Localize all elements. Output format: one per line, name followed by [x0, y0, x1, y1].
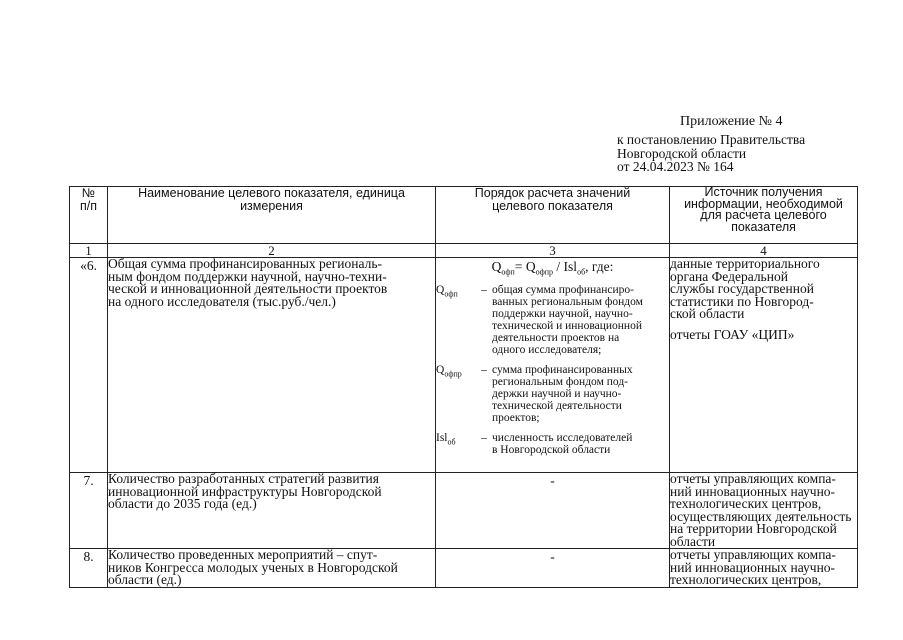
definition-line: одного исследователя;	[492, 344, 602, 356]
source-line: технологических центров,	[670, 496, 822, 511]
name-line: Общая сумма профинансированных региональ-	[108, 256, 383, 271]
symbol-subscript: офпр	[444, 369, 462, 379]
column-number: 3	[436, 244, 670, 258]
source-line: области	[670, 533, 716, 549]
header-num-line: №	[81, 186, 96, 200]
definition-dash: –	[481, 284, 487, 296]
indicator-name	[108, 549, 436, 588]
symbol-text: Q	[436, 364, 445, 376]
column-number: 1	[70, 244, 108, 258]
definition-line: сумма профинансированных	[492, 364, 633, 376]
table-row	[70, 258, 858, 473]
name-line: области до 2035 года (ед.)	[108, 496, 257, 511]
symbol-subscript: офп	[444, 289, 458, 299]
definition-symbol	[436, 364, 476, 424]
indicator-name	[108, 258, 436, 473]
definition-item	[436, 284, 669, 356]
source-line: технологических центров,	[670, 572, 822, 587]
formula-divisor: / Isl	[553, 259, 578, 274]
definition-line: поддержки научной, научно-	[492, 308, 633, 320]
row-number: «6.	[70, 258, 108, 473]
header-source-line: Источник получения	[704, 185, 823, 199]
header-source	[670, 187, 858, 244]
definition-line: проектов;	[492, 412, 540, 424]
calc-method: -	[436, 473, 670, 549]
definition-line: ванных региональным фондом	[492, 296, 643, 308]
source-line: отчеты ГОАУ «ЦИП»	[670, 326, 795, 342]
name-line: Количество проведенных мероприятий – спут-	[108, 547, 378, 562]
info-source	[670, 473, 858, 549]
definition-line: численность исследователей	[492, 432, 633, 444]
source-line: осуществляющих деятельность	[670, 508, 852, 524]
formula-symbol: Q	[525, 259, 536, 274]
source-line: ний инновационных научно-	[670, 559, 836, 575]
source-line: статистики по Новгород-	[670, 293, 814, 309]
name-line: на одного исследователя (тыс.руб./чел.)	[108, 293, 336, 309]
formula-subscript: офп	[501, 267, 515, 277]
definition-symbol	[436, 284, 476, 356]
name-line: инновационной инфраструктуры Новгородской	[108, 483, 382, 499]
definition-text	[492, 432, 669, 456]
spacer	[436, 356, 476, 364]
header-source-line: для расчета целевого	[700, 208, 827, 222]
table-row	[70, 549, 858, 588]
column-number: 2	[108, 244, 436, 258]
calc-method	[436, 258, 670, 473]
formula-subscript: офпр	[535, 267, 554, 277]
header-source-line: информации, необходимой	[684, 196, 843, 211]
definition-line: в Новгородской области	[492, 444, 611, 456]
name-line: ным фондом поддержки научной, научно-техни-	[108, 268, 387, 284]
header-calc-line: целевого показателя	[492, 199, 613, 213]
header-source-line: показателя	[731, 219, 796, 234]
definition-line: общая сумма профинансиро-	[492, 284, 634, 296]
formula-tail: , где:	[585, 259, 614, 274]
definition-line: держки научной и научно-	[492, 388, 622, 400]
definitions-list	[436, 284, 669, 456]
source-line: службы государственной	[670, 281, 814, 296]
row-number: 7.	[70, 473, 108, 549]
definition-dash: –	[481, 432, 487, 444]
definition-symbol	[436, 432, 476, 456]
source-line: ний инновационных научно-	[670, 483, 836, 499]
name-line: Количество разработанных стратегий развития	[108, 471, 379, 486]
symbol-subscript: об	[447, 437, 456, 447]
definition-item	[436, 432, 669, 456]
definition-line: региональным фондом под-	[492, 376, 628, 388]
header-num-line: п/п	[79, 199, 97, 213]
formula	[436, 259, 669, 275]
source-line: органа Федеральной	[670, 268, 788, 284]
symbol-text: Isl	[436, 432, 448, 444]
definition-dash: –	[481, 364, 487, 376]
name-line: области (ед.)	[108, 572, 182, 587]
source-line: данные территориального	[670, 256, 820, 271]
header-name-line: Наименование целевого показателя, единица	[138, 186, 405, 200]
symbol-text: Q	[436, 284, 445, 296]
spacer	[436, 424, 476, 432]
indicators-table	[69, 186, 858, 588]
decree-line: к постановлению Правительства	[617, 132, 806, 147]
spacer	[492, 356, 669, 364]
formula-equals: =	[514, 259, 526, 274]
formula-symbol: Q	[491, 259, 502, 274]
header-name-line: измерения	[240, 199, 303, 213]
spacer	[476, 424, 492, 432]
source-line: отчеты управляющих компа-	[670, 547, 836, 562]
definition-line: технической и инновационной	[492, 320, 642, 332]
definition-item	[436, 364, 669, 424]
header-name	[108, 187, 436, 244]
header-num	[70, 187, 108, 244]
definition-line: технической деятельности	[492, 400, 622, 412]
definition-text	[492, 284, 669, 356]
source-line: на территории Новгородской	[670, 521, 837, 536]
header-calc	[436, 187, 670, 244]
source-line: отчеты управляющих компа-	[670, 471, 836, 486]
table-row	[70, 473, 858, 549]
info-source	[670, 549, 858, 588]
decree-reference	[617, 133, 805, 174]
info-source	[670, 258, 858, 473]
spacer	[476, 356, 492, 364]
appendix-title: Приложение № 4	[680, 114, 783, 129]
calc-method: -	[436, 549, 670, 588]
indicator-name	[108, 473, 436, 549]
name-line: ников Конгресса молодых ученых в Новгородской	[108, 559, 398, 575]
decree-line: от 24.04.2023 № 164	[617, 159, 734, 174]
table-header-row	[70, 187, 858, 244]
header-calc-line: Порядок расчета значений	[474, 186, 631, 200]
row-number: 8.	[70, 549, 108, 588]
source-line: ской области	[670, 306, 745, 321]
column-number: 4	[670, 244, 858, 258]
definition-text	[492, 364, 669, 424]
decree-line: Новгородской области	[617, 145, 747, 161]
name-line: ческой и инновационной деятельности проектов	[108, 281, 388, 296]
formula-subscript: об	[577, 267, 586, 277]
spacer	[492, 424, 669, 432]
definition-line: деятельности проектов на	[492, 332, 620, 344]
